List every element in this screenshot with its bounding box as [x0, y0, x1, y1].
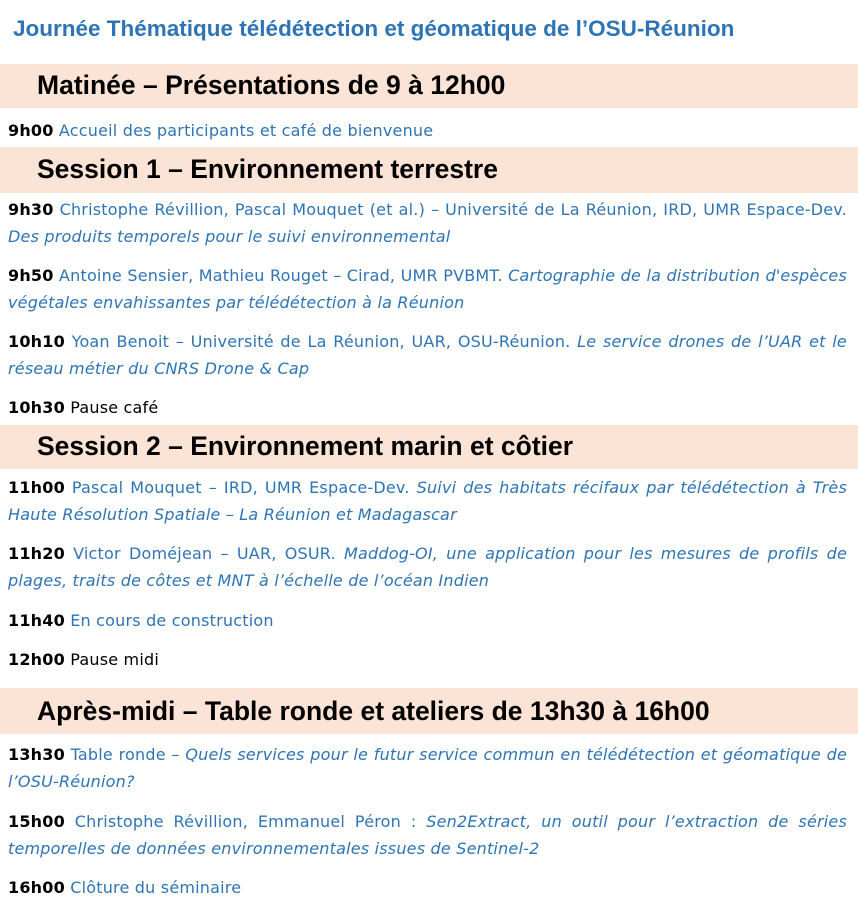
- section-afternoon: Après-midi – Table ronde et ateliers de 13h30 à 16h00: [0, 688, 858, 734]
- agenda-entry-0950: [8, 262, 847, 316]
- entry-time: 12h00: [8, 650, 65, 669]
- entry-time: 11h00: [8, 478, 65, 497]
- agenda-entry-1010: [8, 328, 847, 382]
- entry-title: Suivi des habitats récifaux par télédétection à Très Haute Résolution Spatiale – La Réunion et Madagascar: [8, 478, 847, 524]
- entry-text: Victor Doméjean – UAR, OSUR.: [73, 544, 336, 563]
- entry-title: Sen2Extract, un outil pour l’extraction de séries temporelles de données environnementales issues de Sentinel-2: [8, 812, 847, 858]
- entry-title: Le service drones de l’UAR et le réseau métier du CNRS Drone & Cap: [8, 332, 847, 378]
- entry-time: 9h30: [8, 200, 54, 219]
- entry-title: Maddog-OI, une application pour les mesures de profils de plages, traits de côtes et MNT à l’échelle de l’océan Indien: [8, 544, 847, 590]
- entry-text: Pascal Mouquet – IRD, UMR Espace-Dev.: [71, 478, 410, 497]
- agenda-entry-1600: [8, 874, 847, 901]
- entry-time: 10h10: [8, 332, 65, 351]
- agenda-entry-1100: [8, 474, 847, 528]
- entry-title: Cartographie de la distribution d'espèces végétales envahissantes par télédétection à la Réunion: [8, 266, 847, 312]
- entry-text: Clôture du séminaire: [70, 878, 242, 897]
- entry-text: Christophe Révillion, Pascal Mouquet (et al.) – Université de La Réunion, IRD, UMR Espace-Dev.: [59, 200, 847, 219]
- entry-text: En cours de construction: [70, 611, 274, 630]
- entry-title: Des produits temporels pour le suivi environnemental: [8, 227, 451, 246]
- entry-time: 9h50: [8, 266, 54, 285]
- entry-time: 16h00: [8, 878, 65, 897]
- page-title: Journée Thématique télédétection et géomatique de l’OSU-Réunion: [13, 16, 735, 41]
- entry-time: 10h30: [8, 398, 65, 417]
- entry-text: Pause café: [70, 398, 159, 417]
- agenda-entry-1330: [8, 741, 847, 795]
- entry-time: 13h30: [8, 745, 65, 764]
- agenda-entry-1500: [8, 808, 847, 862]
- entry-title: Quels services pour le futur service commun en télédétection et géomatique de l’OSU-Réunion?: [8, 745, 847, 791]
- entry-time: 15h00: [8, 812, 65, 831]
- entry-time: 11h20: [8, 544, 65, 563]
- agenda-entry-0930: [8, 196, 847, 250]
- agenda-entry-0900: [8, 117, 847, 144]
- entry-time: 9h00: [8, 121, 54, 140]
- agenda-entry-1200: [8, 646, 847, 673]
- entry-text: Pause midi: [70, 650, 159, 669]
- section-session-2: Session 2 – Environnement marin et côtier: [0, 425, 858, 469]
- entry-text: Christophe Révillion, Emmanuel Péron :: [74, 812, 417, 831]
- entry-time: 11h40: [8, 611, 65, 630]
- agenda-entry-1030: [8, 394, 847, 421]
- entry-text: Accueil des participants et café de bienvenue: [58, 121, 434, 140]
- agenda-entry-1120: [8, 540, 847, 594]
- section-session-1: Session 1 – Environnement terrestre: [0, 147, 858, 193]
- agenda-entry-1140: [8, 607, 847, 634]
- entry-text: Yoan Benoit – Université de La Réunion, UAR, OSU-Réunion.: [71, 332, 571, 351]
- section-morning: Matinée – Présentations de 9 à 12h00: [0, 64, 858, 108]
- entry-text: Table ronde –: [70, 745, 180, 764]
- entry-text: Antoine Sensier, Mathieu Rouget – Cirad, UMR PVBMT.: [58, 266, 503, 285]
